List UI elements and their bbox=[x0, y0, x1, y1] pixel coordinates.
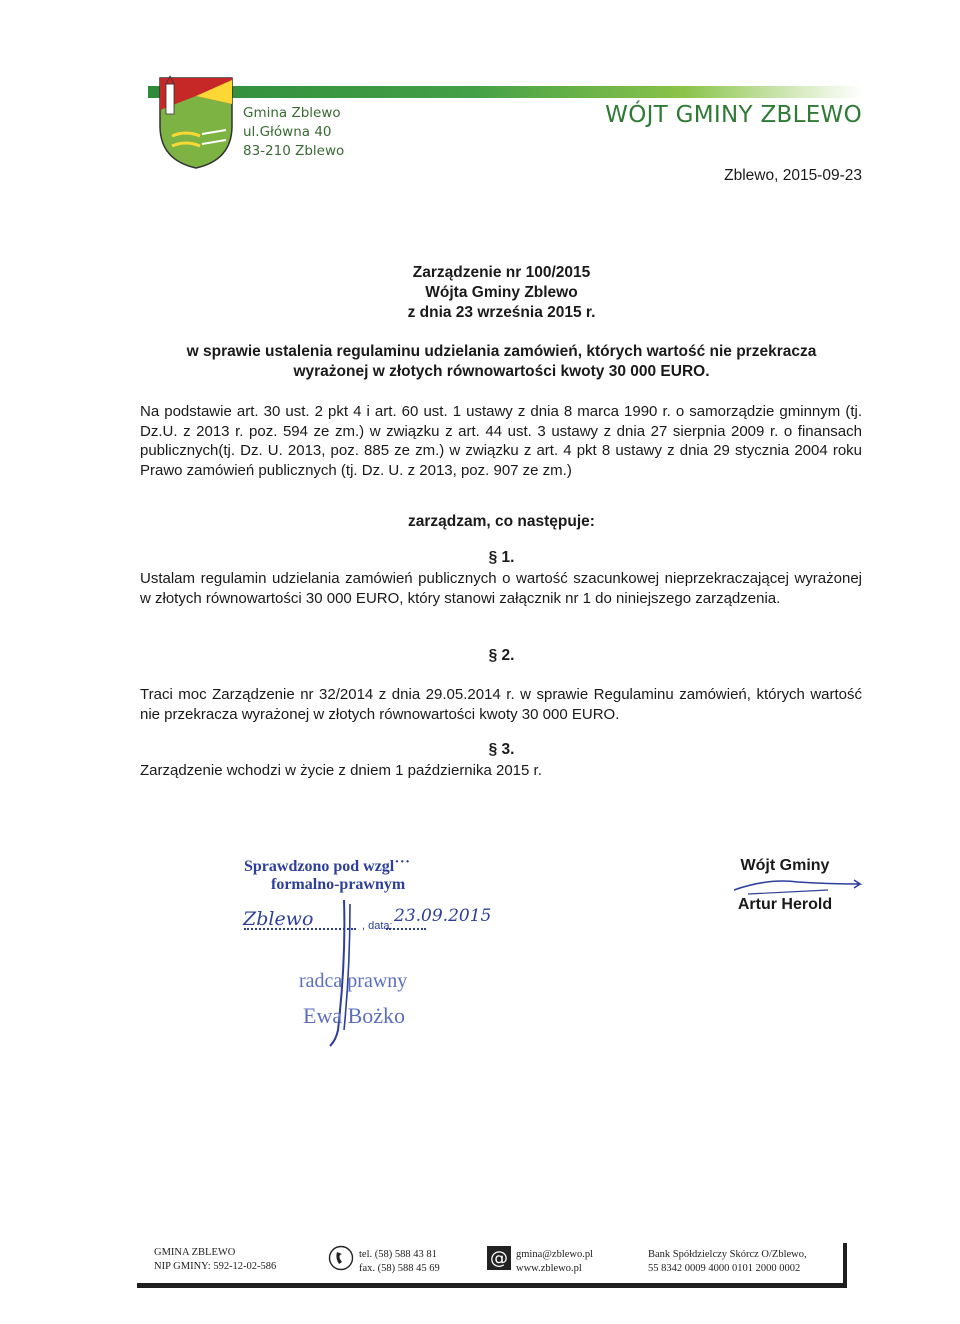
footer-website[interactable]: www.zblewo.pl bbox=[516, 1263, 582, 1274]
stamp-date-handwritten: 23.09.2015 bbox=[394, 906, 492, 926]
stamp-name: Ewa Bożko bbox=[303, 1003, 406, 1028]
signatory-title: Wójt Gminy bbox=[740, 857, 830, 874]
paragraph-number: § 2. bbox=[488, 647, 515, 664]
decree-phrase: zarządzam, co następuje: bbox=[408, 513, 595, 530]
paragraph-number: § 1. bbox=[488, 549, 515, 566]
title-line: Wójta Gminy Zblewo bbox=[425, 284, 578, 301]
stamp-place-handwritten: Zblewo bbox=[243, 908, 314, 930]
legal-basis: Na podstawie art. 30 ust. 2 pkt 4 i art. 60 ust. 1 ustawy z dnia 8 marca 1990 r. o samorządzie gminnym (tj. Dz.U. z 2013 r. poz. 594 ze zm.) w związku z art. 44 ust. 3 ustawy z dnia 27 sierpnia 2009 r. o finansach publicznych(tj. Dz. U. 2013, poz. 885 ze zm.) w związku z art. 4 pkt 8 ustawy z dnia 29 stycznia 2004 roku Prawo zamówień publicznych (tj. Dz. U. z 2013, poz. 907 ze zm.) bbox=[140, 403, 862, 479]
footer-line: Bank Spółdzielczy Skórcz O/Zblewo, bbox=[648, 1249, 807, 1260]
document-title bbox=[140, 263, 863, 323]
stamp-subheader: formalno-prawnym bbox=[271, 876, 406, 893]
stamp-date-label: , data: bbox=[362, 920, 393, 932]
paragraph-text: Traci moc Zarządzenie nr 32/2014 z dnia 29.05.2014 r. w sprawie Regulaminu zamówień, których wartość nie przekracza wyrażonej w złotych równowartości kwoty 30 000 EURO. bbox=[140, 686, 862, 723]
footer-municipality bbox=[154, 1246, 276, 1274]
place-date: Zblewo, 2015-09-23 bbox=[724, 167, 862, 184]
footer-line: NIP GMINY: 592-12-02-586 bbox=[154, 1261, 277, 1272]
footer-rule bbox=[137, 1283, 847, 1288]
phone-icon bbox=[328, 1245, 354, 1271]
title-line: Zarządzenie nr 100/2015 bbox=[412, 264, 591, 281]
stamp-role: radca prawny bbox=[299, 970, 408, 992]
footer-line: GMINA ZBLEWO bbox=[154, 1247, 236, 1258]
mayor-signature-icon bbox=[728, 872, 868, 898]
paragraph-text: Zarządzenie wchodzi w życie z dniem 1 października 2015 r. bbox=[140, 762, 542, 779]
document-subject bbox=[140, 342, 863, 382]
footer-phone bbox=[359, 1248, 440, 1276]
title-line: z dnia 23 września 2015 r. bbox=[407, 304, 596, 321]
subject-line: w sprawie ustalenia regulaminu udzielania zamówień, których wartość nie przekracza bbox=[186, 343, 817, 360]
office-address bbox=[243, 104, 344, 161]
address-line: 83-210 Zblewo bbox=[243, 143, 345, 159]
footer-line: tel. (58) 588 43 81 bbox=[359, 1249, 437, 1260]
office-title: WÓJT GMINY ZBLEWO bbox=[605, 102, 862, 128]
footer-bank bbox=[648, 1248, 807, 1276]
email-at-icon bbox=[486, 1245, 512, 1271]
footer-line: fax. (58) 588 45 69 bbox=[359, 1263, 440, 1274]
footer-vertical-bar bbox=[843, 1243, 847, 1288]
svg-text:@: @ bbox=[490, 1248, 508, 1269]
signatory-name: Artur Herold bbox=[737, 896, 833, 913]
footer-contact bbox=[516, 1248, 593, 1276]
subject-line: wyrażonej w złotych równowartości kwoty 30 000 EURO. bbox=[293, 363, 710, 380]
header-green-rule bbox=[148, 86, 863, 98]
address-line: Gmina Zblewo bbox=[243, 105, 341, 121]
stamp-date-dotted-line bbox=[386, 928, 426, 930]
footer-line: 55 8342 0009 4000 0101 2000 0002 bbox=[648, 1263, 801, 1274]
footer-email[interactable]: gmina@zblewo.pl bbox=[516, 1249, 594, 1260]
coat-of-arms-icon bbox=[156, 74, 236, 170]
paragraph-text: Ustalam regulamin udzielania zamówień publicznych o wartość szacunkowej nieprzekraczającej wyrażonej w złotych równowartości 30 000 EURO, który stanowi załącznik nr 1 do niniejszego zarządzenia. bbox=[140, 570, 862, 607]
paragraph-number: § 3. bbox=[488, 741, 515, 758]
stamp-header: Sprawdzono pod wzgl˙˙˙ bbox=[244, 858, 411, 875]
address-line: ul.Główna 40 bbox=[243, 124, 332, 140]
